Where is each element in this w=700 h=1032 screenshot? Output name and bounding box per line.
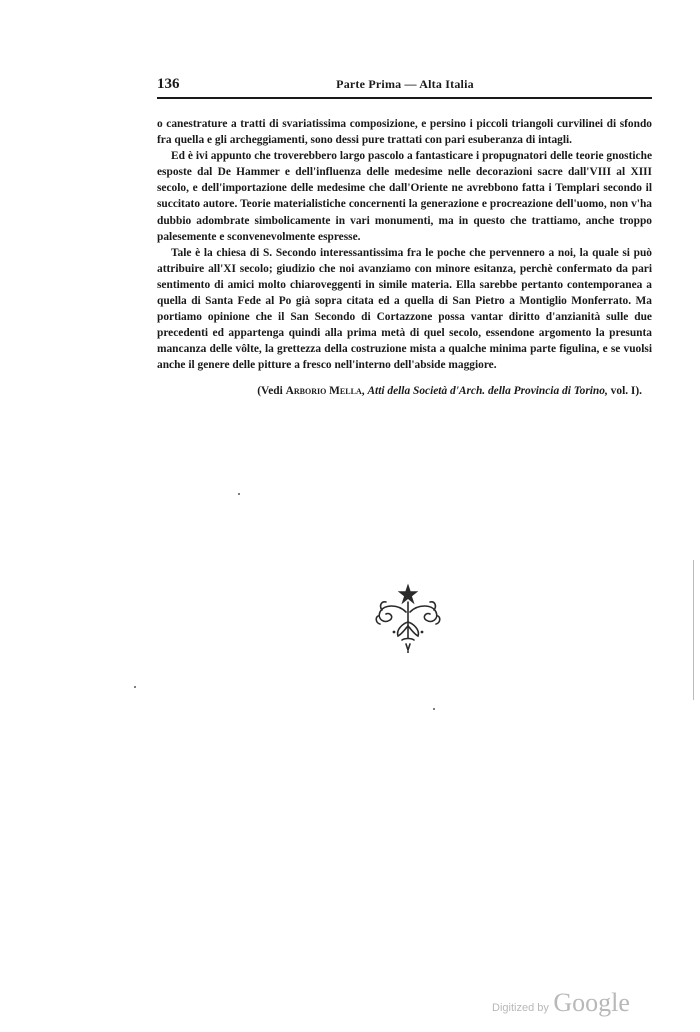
paragraph-3: Tale è la chiesa di S. Secondo interessantissima fra le poche che pervennero a noi, la quale si può attribuire all'XI secolo; giudizio che noi avanziamo con minore esitanza, perchè confermato da pari sentimento di amici molto chiaroveggenti in simile materia. Ella sarebbe pertanto contemporanea a quella di Santa Fede al Po già sopra citata ed a quella di San Pietro a Montiglio Monferrato. Ma portiamo opinione che il San Secondo di Cortazzone possa vantar diritto d'anzianità sulle due precedenti ed appartenga quindi alla prima metà di quel secolo, essendone argomento la presunta mancanza delle vôlte, la grettezza della costruzione mista a qualche minima parte figulina, e se vuolsi anche il genere delle pitture a fresco nell'interno dell'abside maggiore. [157,246,652,372]
paragraph-2: Ed è ivi appunto che troverebbero largo pascolo a fantasticare i propugnatori delle teorie gnostiche esposte dal De Hammer e dell'influenza delle medesime nelle decorazioni sacre dall'VIII al XIII secolo, e dell'importazione delle medesime che dall'Oriente ne avrebbono fatta i Templari secondo il succitato autore. Teorie materialistiche concernenti la generazione e procreazione dell'uomo, non v'ha dubbio adombrate simbolicamente in vari monumenti, ma in questo che trattiamo, anche troppo palesemente e sconvenevolmente espresse. [157,150,652,243]
citation-author: Arborio Mella, [285,385,365,397]
scan-speck [433,708,435,710]
citation-open: (Vedi [257,385,283,397]
citation-close: vol. I). [610,385,642,397]
watermark-brand: Google [553,988,630,1017]
scan-speck [134,686,136,688]
header-rule [157,97,652,99]
citation [157,385,642,397]
citation-work: Atti della Società d'Arch. della Provincia di Torino, [367,385,608,397]
floral-vignette-icon [372,582,444,654]
scan-edge-line [693,560,694,700]
paragraph-1: o canestrature a tratti di svariatissima composizione, e persino i piccoli triangoli curvilinei di sfondo fra quella e gli archeggiamenti, sono dessi pure trattati con pari esuberanza di intagli. [157,118,652,147]
watermark-prefix: Digitized by [492,1002,549,1014]
running-head: Parte Prima — Alta Italia [336,77,474,91]
body-text [157,116,652,374]
watermark [492,988,630,1018]
page-number: 136 [157,76,180,92]
scan-speck [238,493,240,495]
